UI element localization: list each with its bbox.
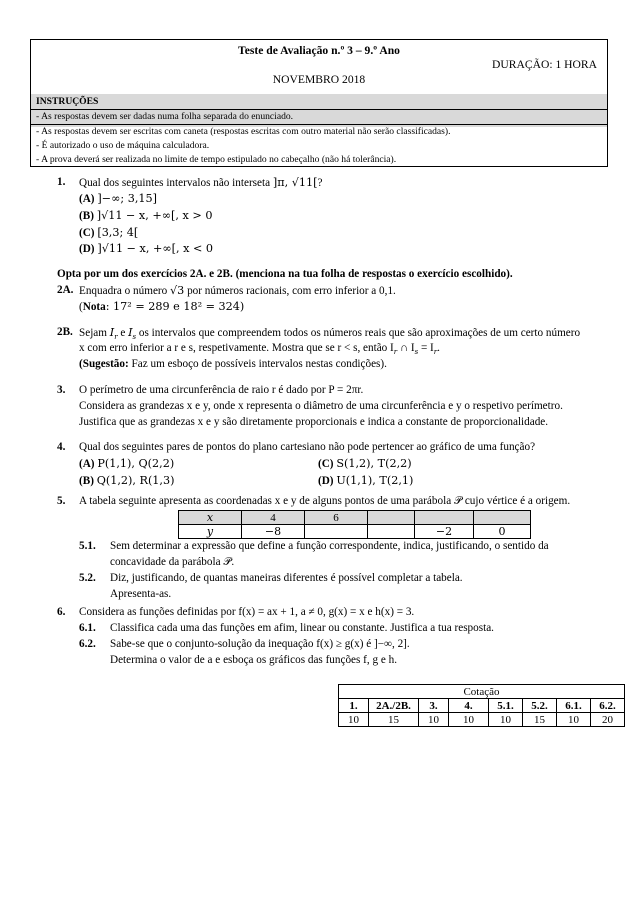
cotacao-header: 2A./2B.: [369, 699, 419, 713]
cotacao-header: 6.2.: [591, 699, 625, 713]
instruction-item: - A prova deverá ser realizada no limite de tempo estipulado no cabeçalho (não há tolerância).: [36, 154, 397, 165]
q5-1-line1: Sem determinar a expressão que define a função correspondente, indica, justificando, o sentido da: [110, 540, 549, 552]
table-cell: [305, 525, 368, 539]
q2b-line2: x com erro inferior a r e s, respetivamente. Mostra que se r < s, então $I_r$ ∩ $I_s = I_r$.: [79, 342, 440, 357]
q4-option-b: (B) Q(1,2), R(1,3): [79, 474, 175, 487]
cotacao-value: 10: [557, 713, 591, 727]
q5-coordinates-table: [178, 510, 531, 539]
instruction-item: - É autorizado o uso de máquina calculadora.: [36, 140, 210, 151]
q1-stem: [79, 176, 322, 189]
q2b-number: 2B.: [57, 326, 73, 338]
q5-1-line2: concavidade da parábola 𝒫.: [110, 556, 235, 568]
test-date: NOVEMBRO 2018: [272, 73, 366, 86]
q5-number: 5.: [57, 495, 66, 507]
instruction-item: - As respostas devem ser dadas numa folha separada do enunciado.: [36, 111, 294, 122]
q3-line3: Justifica que as grandezas x e y são diretamente proporcionais e indica a constante de proporcionalidade.: [79, 416, 549, 428]
q6-2-line2: Determina o valor de a e esboça os gráficos das funções f, g e h.: [110, 654, 398, 666]
cotacao-title: Cotação: [339, 685, 625, 699]
cotacao-header: 3.: [419, 699, 449, 713]
cotacao-header: 6.1.: [557, 699, 591, 713]
q5-2-line2: Apresenta-as.: [110, 588, 172, 600]
table-cell: 0: [474, 525, 531, 539]
q4-option-a: (A) P(1,1), Q(2,2): [79, 457, 175, 470]
instructions-heading: INSTRUÇÕES: [36, 96, 99, 107]
q3-number: 3.: [57, 384, 66, 396]
table-cell: [415, 511, 474, 525]
table-cell: y: [179, 525, 242, 539]
table-cell: 4: [242, 511, 305, 525]
table-cell: [474, 511, 531, 525]
cotacao-header: 5.1.: [489, 699, 523, 713]
cotacao-value: 10: [419, 713, 449, 727]
table-cell: −2: [415, 525, 474, 539]
cotacao-value: 10: [489, 713, 523, 727]
choice-instruction: Opta por um dos exercícios 2A. e 2B. (menciona na tua folha de respostas o exercício escolhido).: [57, 268, 513, 280]
q4-number: 4.: [57, 441, 66, 453]
q1-qmark: ?: [317, 177, 323, 189]
table-cell: 6: [305, 511, 368, 525]
q1-option-c: (C) [3,3; 4[: [79, 226, 139, 239]
q2a-number: 2A.: [57, 284, 74, 296]
q1-option-a: (A) ]−∞; 3,15]: [79, 192, 157, 205]
q1-text: Qual dos seguintes intervalos não interseta: [79, 177, 273, 189]
duration: DURAÇÃO: 1 HORA: [492, 58, 597, 71]
q1-option-d: (D) ]√11 − x, +∞[, x < 0: [79, 242, 214, 255]
header-box: [30, 39, 608, 167]
q2b-suggestion: (Sugestão: Faz um esboço de possíveis intervalos nestas condições).: [79, 358, 387, 370]
q1-option-b: (B) ]√11 − x, +∞[, x > 0: [79, 209, 213, 222]
cotacao-value: 15: [369, 713, 419, 727]
q2a-text: Enquadra o número √3 por números racionais, com erro inferior a 0,1.: [79, 284, 396, 297]
q2b-line1: Sejam $I_r$ e $I_s$ os intervalos que compreendem todos os números reais que são aproximações de um certo número: [79, 326, 581, 342]
instructions-divider: [31, 109, 607, 110]
cotacao-value: 15: [523, 713, 557, 727]
q6-number: 6.: [57, 606, 66, 618]
instructions-divider: [31, 124, 607, 125]
q6-text: Considera as funções definidas por f(x) = ax + 1, a ≠ 0, g(x) = x e h(x) = 3.: [79, 606, 415, 618]
q6-2-line1: Sabe-se que o conjunto-solução da inequação f(x) ≥ g(x) é ]−∞, 2].: [110, 638, 410, 650]
cotacao-header: 5.2.: [523, 699, 557, 713]
q5-1-number: 5.1.: [79, 540, 96, 552]
q1-interval: ]π, √11[: [272, 176, 318, 189]
q6-1-line1: Classifica cada uma das funções em afim, linear ou constante. Justifica a tua resposta.: [110, 622, 494, 634]
table-cell: −8: [242, 525, 305, 539]
q2a-note: (Nota: 17² = 289 e 18² = 324): [79, 300, 245, 313]
cotacao-value: 10: [449, 713, 489, 727]
cotacao-table: [338, 684, 625, 727]
q3-line2: Considera as grandezas x e y, onde x representa o diâmetro de uma circunferência e y o respetivo perímetro.: [79, 400, 563, 412]
table-cell: [368, 511, 415, 525]
q4-text: Qual dos seguintes pares de pontos do plano cartesiano não pode pertencer ao gráfico de uma função?: [79, 441, 536, 453]
q5-2-number: 5.2.: [79, 572, 96, 584]
table-cell: [368, 525, 415, 539]
cotacao-value: 10: [339, 713, 369, 727]
cotacao-header: 1.: [339, 699, 369, 713]
instruction-item: - As respostas devem ser escritas com caneta (respostas escritas com outro material não serão classificadas).: [36, 126, 451, 137]
q6-2-number: 6.2.: [79, 638, 96, 650]
cotacao-value: 20: [591, 713, 625, 727]
q3-line1: O perímetro de uma circunferência de raio r é dado por P = 2πr.: [79, 384, 364, 396]
test-title: Teste de Avaliação n.º 3 – 9.º Ano: [238, 44, 400, 57]
q4-option-c: (C) S(1,2), T(2,2): [318, 457, 412, 470]
q4-option-d: (D) U(1,1), T(2,1): [318, 474, 414, 487]
q1-number: 1.: [57, 176, 66, 188]
q6-1-number: 6.1.: [79, 622, 96, 634]
q5-text: A tabela seguinte apresenta as coordenadas x e y de alguns pontos de uma parábola 𝒫 cujo vértice é a origem.: [79, 495, 571, 507]
cotacao-header: 4.: [449, 699, 489, 713]
q5-2-line1: Diz, justificando, de quantas maneiras diferentes é possível completar a tabela.: [110, 572, 463, 584]
table-cell: x: [179, 511, 242, 525]
